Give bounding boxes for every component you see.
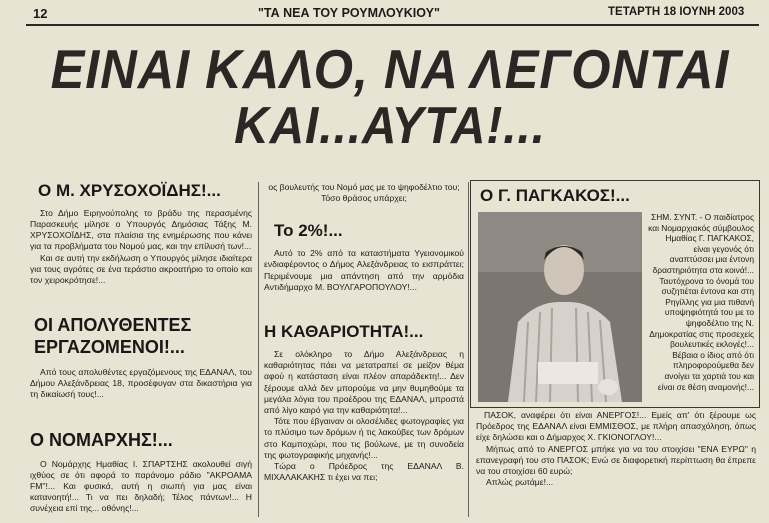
article-paragraph: Αυτό το 2% από τα καταστήματα Υγειονομικού ενδιαφέροντος ο Δήμος Αλεξάνδρειας το εισπράττει; Περιμένουμε μια απάντηση από την αρμόδια Αντιδήμαρχο Μ. ΒΟΥΛΓΑΡΟΠΟΥΛΟΥ!... bbox=[264, 248, 464, 292]
article-paragraph: Και σε αυτή την εκδήλωση ο Υπουργός μίλησε ιδιαίτερα για τους αγρότες σε ένα τεράστιο ακροατήριο το οποίο και τον χειροκρότησε!... bbox=[30, 252, 252, 286]
article-paragraph: Τώρα ο Πρόεδρος της ΕΔΑΝΑΛ Β. ΜΙΧΑΛΑΚΑΚΗΣ τι έχει να πει; bbox=[264, 460, 464, 483]
column-divider bbox=[468, 182, 469, 517]
headline-line-2: ΚΑΙ...ΑΥΤΑ!... bbox=[234, 97, 546, 155]
profile-side-text bbox=[648, 212, 754, 392]
section-title: ΕΡΓΑΖΟΜΕΝΟΙ!... bbox=[34, 337, 185, 358]
column-divider bbox=[258, 182, 259, 517]
column-1 bbox=[30, 182, 252, 515]
page-number: 12 bbox=[33, 6, 48, 21]
article-paragraph: Ο Νομάρχης Ημαθίας Ι. ΣΠΑΡΤΣΗΣ ακολουθεί σιγή ιχθύος σε ότι αφορά το παράνομο ράδιο "ΑΚΡΟΑΜΑ FM"!... Και φυσικά, αυτή η σιωπή για μας είναι κατανοητή!... Τι να πει δηλαδή; Τέλος πάντων!... Η συνέχεια επί της... οθόνης!... bbox=[30, 458, 252, 514]
column-3-bottom bbox=[476, 410, 756, 488]
article-paragraph: Από τους απολυθέντες εργαζόμενους της ΕΔΑΝΑΛ, του Δήμου Αλεξάνδρειας 18, προσέφυγαν στα δικαστήρια για τη δικαίωσή τους!... bbox=[30, 367, 252, 400]
section-title: Η ΚΑΘΑΡΙΟΤΗΤΑ!... bbox=[264, 322, 424, 342]
profile-photo bbox=[478, 212, 642, 402]
newspaper-name: "ΤΑ ΝΕΑ ΤΟΥ ΡΟΥΜΛΟΥΚΙΟΥ" bbox=[258, 6, 440, 20]
section-title: Ο ΝΟΜΑΡΧΗΣ!... bbox=[30, 429, 173, 450]
man-in-striped-shirt-photo-icon bbox=[478, 212, 642, 402]
column-2 bbox=[264, 182, 464, 483]
article-paragraph: Στο Δήμο Ειρηνούπολης το βράδυ της περασμένης Παρασκευής μίλησε ο Υπουργός Δημόσιας Τάξης Μ. ΧΡΥΣΟΧΟΪΔΗΣ, στα πλαίσια της ενημέρωσης που κάνει για τα προβλήματα του Νομού μας, και την επίλυσή των!... bbox=[30, 207, 252, 252]
article-paragraph: ος βουλευτής του Νομό μας με το ψηφοδέλτιο του; Τόσο θράσος υπάρχει; bbox=[268, 182, 460, 204]
article-paragraph: ΣΗΜ. ΣΥΝΤ. - Ο παιδίατρος και Νομαρχιακός σύμβουλος Ημαθίας Γ. ΠΑΓΚΑΚΟΣ, είναι γεγονός ότι αναπτύσσει μια έντονη δραστηριότητα στα κοινά!... Ταυτόχρονα το όνομά του συζητιέται έντονα και στη Ρηγίλλης για μια πιθανή υποψηφιότητά του με το ψηφοδέλτιο της Ν. Δημοκρατίας στις προσεχείς βουλευτικές εκλογές!... bbox=[648, 212, 754, 350]
profile-title: Ο Γ. ΠΑΓΚΑΚΟΣ!... bbox=[480, 186, 630, 205]
article-paragraph: Τότε που έβγαιναν οι ολοσέλιδες φωτογραφίες για το πλύσιμο των δρόμων ή τις λακούβες των δρόμων στο Καμποχώρι, που τις βούλωνε, με τη συνοδεία της φωτογραφικής μηχανής!... bbox=[264, 416, 464, 460]
article-paragraph: Σε ολόκληρο το Δήμο Αλεξάνδρειας η καθαριότητας πάει να μετατραπεί σε μείζον θέμα αφού η κατάσταση είναι πλέον απαράδεκτη!... Δεν ξέρουμε αλλά δεν μπορούμε να μην θυμηθούμε τα μεγάλα λόγια του προέδρου της ΕΔΑΝΑΛ, μπροστά από λίγο καιρό για την καθαριότητα!... bbox=[264, 348, 464, 415]
article-paragraph: Απλώς ρωτάμε!... bbox=[486, 477, 554, 488]
article-paragraph: ΠΑΣΟΚ, αναφέρει ότι είναι ΑΝΕΡΓΟΣ!... Εμείς απ' ότι ξέρουμε ως Πρόεδρος της ΕΔΑΝΑΛ είναι ΕΜΜΙΣΘΟΣ, με πλήρη απασχόληση, όπως είχε δηλώσει και ο Δήμαρχος Χ. ΓΚΙΟΝΟΓΛΟΥ!... bbox=[476, 410, 756, 443]
headline-line-1: ΕΙΝΑΙ ΚΑΛΟ, ΝΑ ΛΕΓΟΝΤΑΙ bbox=[50, 38, 730, 100]
issue-date: ΤΕΤΑΡΤΗ 18 ΙΟΥΝΗ 2003 bbox=[608, 6, 745, 18]
article-paragraph: Βέβαια ο ίδιος από ότι πληροφορούμεθα δεν ανοίγει τα χαρτιά του και είναι σε θέση αναμονής!... bbox=[657, 349, 754, 392]
header-rule bbox=[26, 24, 759, 26]
section-title: ΟΙ ΑΠΟΛΥΘΕΝΤΕΣ bbox=[34, 315, 192, 336]
article-paragraph: Μήπως από το ΑΝΕΡΓΟΣ μπήκε για να του στοιχίσει "ΕΝΑ ΕΥΡΩ" η επανεγραφή του στο ΠΑΣΟΚ; Ενώ σε διαφορετική περίπτωση θα έπρεπε να του στοιχίσει 60 ευρώ; bbox=[476, 443, 756, 477]
section-title: Ο Μ. ΧΡΥΣΟΧΟΪΔΗΣ!... bbox=[38, 181, 221, 200]
section-title: Το 2%!... bbox=[274, 221, 343, 241]
